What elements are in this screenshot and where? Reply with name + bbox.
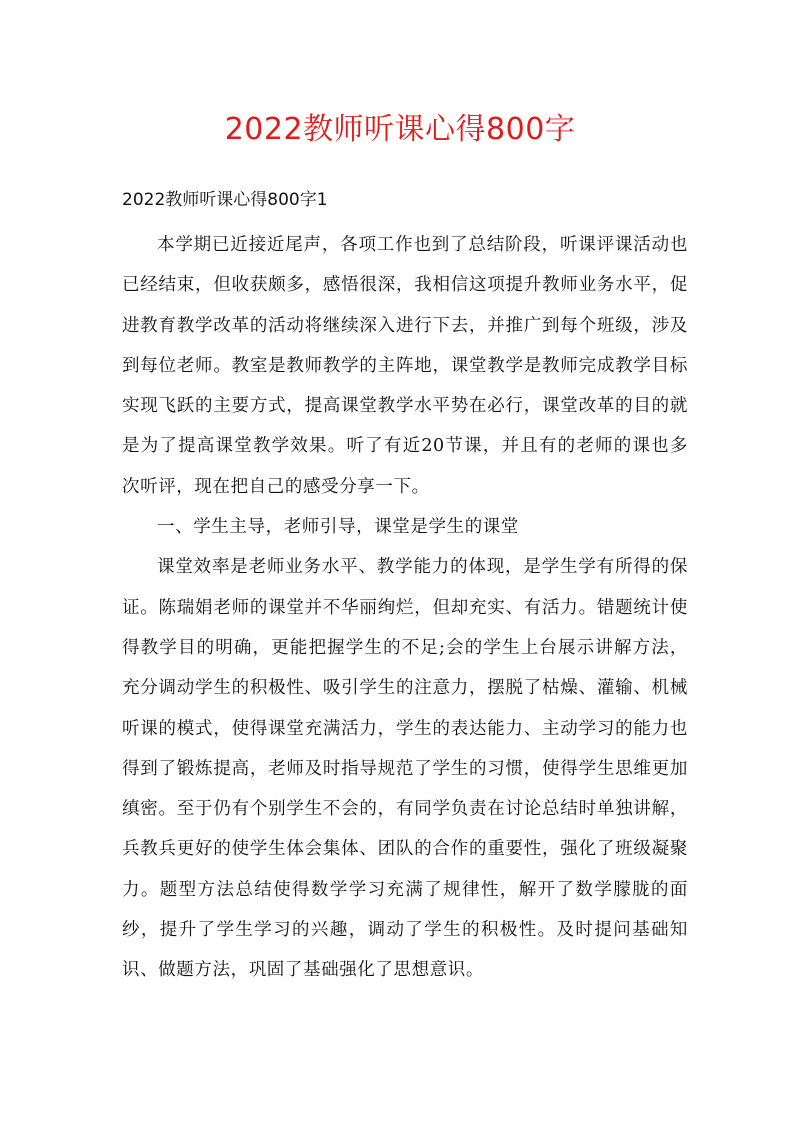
document-title: 2022教师听课心得800字 [224, 112, 576, 147]
document-body [122, 225, 688, 991]
paragraph-intro: 本学期已近接近尾声，各项工作也到了总结阶段，听课评课活动也已经结束，但收获颇多，感悟很深，我相信这项提升教师业务水平，促进教育教学改革的活动将继续深入进行下去，并推广到每个班级，涉及到每位老师。教室是教师教学的主阵地，课堂教学是教师完成教学目标实现飞跃的主要方式，提高课堂教学水平势在必行，课堂改革的目的就是为了提高课堂教学效果。听了有近20节课，并且有的老师的课也多次听评，现在把自己的感受分享一下。 [122, 235, 688, 497]
section-heading: 2022教师听课心得800字1 [122, 190, 328, 210]
paragraph-classroom-efficiency: 课堂效率是老师业务水平、教学能力的体现，是学生学有所得的保证。陈瑞娟老师的课堂并不华丽绚烂，但却充实、有活力。错题统计使得教学目的明确，更能把握学生的不足;会的学生上台展示讲解方法，充分调动学生的积极性、吸引学生的注意力，摆脱了枯燥、灌输、机械听课的模式，使得课堂充满活力，学生的表达能力、主动学习的能力也得到了锻炼提高，老师及时指导规范了学生的习惯，使得学生思维更加缜密。至于仍有个别学生不会的，有同学负责在讨论总结时单独讲解，兵教兵更好的使学生体会集体、团队的合作的重要性，强化了班级凝聚力。题型方法总结使得数学学习充满了规律性，解开了数学朦胧的面纱，提升了学生学习的兴趣，调动了学生的积极性。及时提问基础知识、做题方法，巩固了基础强化了思想意识。 [122, 557, 688, 981]
paragraph-heading-one: 一、学生主导，老师引导，课堂是学生的课堂 [157, 517, 519, 538]
